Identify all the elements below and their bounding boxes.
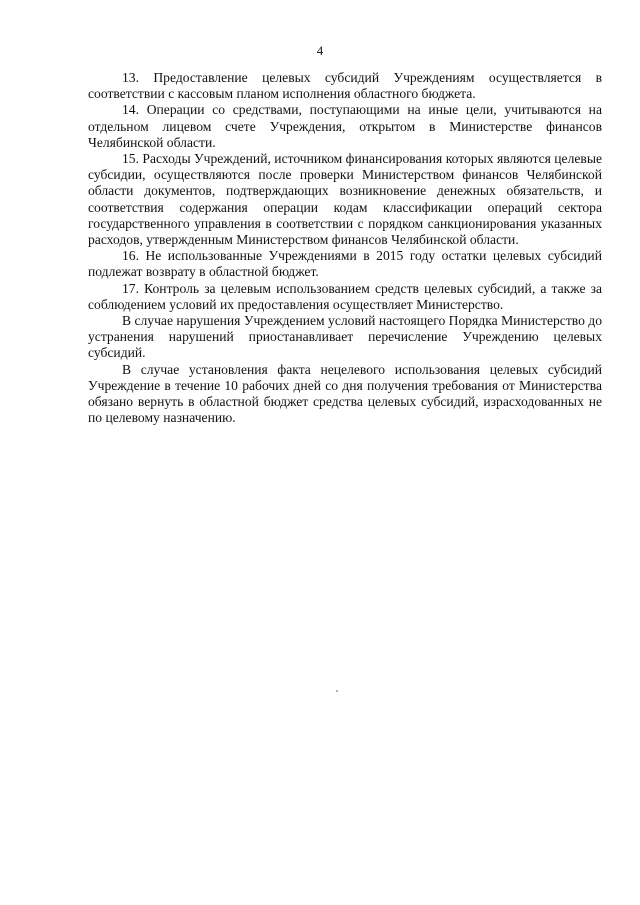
paragraph-14: 14. Операции со средствами, поступающими на иные цели, учитываются на отдельном лицевом счете Учреждения, открытом в Министерстве финансов Челябинской области. [88, 102, 602, 150]
paragraph-misuse: В случае установления факта нецелевого использования целевых субсидий Учреждение в течение 10 рабочих дней со дня получения требования от Министерства обязано вернуть в областной бюджет средства целевых субсидий, израсходованных не по целевому назначению. [88, 361, 602, 426]
page-number: 4 [316, 43, 324, 58]
paragraph-17: 17. Контроль за целевым использованием средств целевых субсидий, а также за соблюдением условий их предоставления осуществляет Министерство. [88, 280, 602, 312]
paragraph-15: 15. Расходы Учреждений, источником финансирования которых являются целевые субсидии, осуществляются после проверки Министерством финансов Челябинской области документов, подтверждающих возникновение денежных обязательств, и соответствия содержания операции кодам классификации операций сектора государственного управления в соответствии с порядком санкционирования указанных расходов, утвержденным Министерством финансов Челябинской области. [88, 151, 602, 248]
scan-speck [336, 690, 338, 692]
document-body [88, 70, 602, 426]
paragraph-16: 16. Не использованные Учреждениями в 2015 году остатки целевых субсидий подлежат возврату в областной бюджет. [88, 248, 602, 280]
paragraph-13: 13. Предоставление целевых субсидий Учреждениям осуществляется в соответствии с кассовым планом исполнения областного бюджета. [88, 70, 602, 102]
paragraph-violation: В случае нарушения Учреждением условий настоящего Порядка Министерство до устранения нарушений приостанавливает перечисление Учреждению целевых субсидий. [88, 313, 602, 361]
